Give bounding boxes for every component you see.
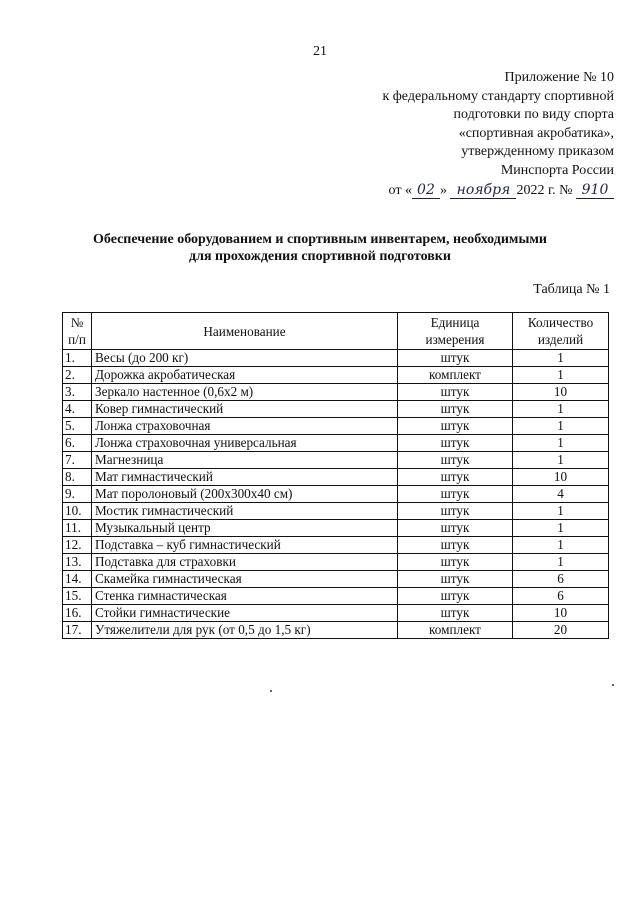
table-row [63,571,609,588]
cell-qty: 1 [513,350,609,367]
cell-name: Мат гимнастический [92,469,398,486]
cell-name: Музыкальный центр [92,520,398,537]
cell-qty: 1 [513,401,609,418]
appendix-line: утвержденному приказом [461,144,614,160]
table-row [63,520,609,537]
appendix-line: «спортивная акробатика», [458,125,614,141]
cell-num: 17. [63,622,92,639]
cell-name: Весы (до 200 кг) [92,350,398,367]
cell-num: 4. [63,401,92,418]
table-row [63,350,609,367]
table-row [63,554,609,571]
cell-qty: 10 [513,469,609,486]
cell-qty: 1 [513,435,609,452]
appendix-line: Минспорта России [500,162,614,178]
cell-num: 6. [63,435,92,452]
document-heading [0,231,640,265]
cell-qty: 6 [513,571,609,588]
table-row [63,486,609,503]
cell-qty: 10 [513,605,609,622]
table-row [63,622,609,639]
cell-name: Подставка для страховки [92,554,398,571]
cell-num: 1. [63,350,92,367]
appendix-line: Приложение № 10 [504,70,614,85]
order-line [314,182,614,201]
cell-num: 3. [63,384,92,401]
cell-name: Стенка гимнастическая [92,588,398,605]
cell-unit: штук [398,350,513,367]
cell-num: 7. [63,452,92,469]
cell-unit: штук [398,571,513,588]
cell-unit: штук [398,452,513,469]
appendix-line: подготовки по виду спорта [453,107,614,123]
header-qty: Количество изделий [513,313,609,350]
table-header-row [63,313,609,350]
page-number: 21 [313,44,327,59]
scan-speck [270,690,272,692]
order-day-handwritten: 02 [412,182,440,199]
cell-num: 14. [63,571,92,588]
cell-qty: 4 [513,486,609,503]
cell-num: 16. [63,605,92,622]
cell-qty: 1 [513,452,609,469]
cell-num: 10. [63,503,92,520]
cell-qty: 1 [513,537,609,554]
cell-name: Магнезница [92,452,398,469]
header-unit: Единица измерения [398,313,513,350]
cell-name: Зеркало настенное (0,6х2 м) [92,384,398,401]
header-name: Наименование [92,313,398,350]
cell-qty: 20 [513,622,609,639]
cell-qty: 1 [513,367,609,384]
cell-unit: штук [398,418,513,435]
cell-unit: штук [398,435,513,452]
cell-name: Ковер гимнастический [92,401,398,418]
cell-qty: 10 [513,384,609,401]
cell-name: Мостик гимнастический [92,503,398,520]
cell-unit: штук [398,605,513,622]
heading-line-1: Обеспечение оборудованием и спортивным инвентарем, необходимыми [93,232,547,247]
cell-name: Утяжелители для рук (от 0,5 до 1,5 кг) [92,622,398,639]
table-row [63,418,609,435]
cell-unit: штук [398,537,513,554]
table-row [63,503,609,520]
cell-num: 15. [63,588,92,605]
cell-name: Лонжа страховочная универсальная [92,435,398,452]
cell-qty: 6 [513,588,609,605]
cell-num: 5. [63,418,92,435]
cell-unit: штук [398,384,513,401]
table-row [63,401,609,418]
scan-speck [612,684,614,686]
cell-num: 2. [63,367,92,384]
cell-name: Мат поролоновый (200х300х40 см) [92,486,398,503]
cell-qty: 1 [513,418,609,435]
cell-unit: штук [398,520,513,537]
order-month-handwritten: ноября [450,182,516,199]
cell-num: 13. [63,554,92,571]
table-row [63,367,609,384]
table-row [63,588,609,605]
header-num: № п/п [63,313,92,350]
appendix-line: к федеральному стандарту спортивной [382,88,614,104]
cell-unit: штук [398,469,513,486]
order-mid: » [439,182,447,198]
cell-unit: штук [398,401,513,418]
cell-unit: штук [398,486,513,503]
table-row [63,435,609,452]
table-caption: Таблица № 1 [533,282,610,297]
cell-num: 12. [63,537,92,554]
cell-name: Стойки гимнастические [92,605,398,622]
order-prefix: от « [388,182,412,198]
table-row [63,537,609,554]
table-row [63,452,609,469]
cell-unit: штук [398,554,513,571]
cell-num: 11. [63,520,92,537]
table-row [63,605,609,622]
cell-unit: штук [398,588,513,605]
cell-unit: штук [398,503,513,520]
cell-unit: комплект [398,367,513,384]
order-year: 2022 г. № [516,182,573,198]
heading-line-2: для прохождения спортивной подготовки [189,249,451,264]
order-number-handwritten: 910 [576,182,614,199]
cell-qty: 1 [513,503,609,520]
cell-num: 9. [63,486,92,503]
appendix-block [314,69,614,200]
cell-unit: комплект [398,622,513,639]
cell-qty: 1 [513,520,609,537]
table-row [63,384,609,401]
cell-name: Лонжа страховочная [92,418,398,435]
table-row [63,469,609,486]
cell-name: Дорожка акробатическая [92,367,398,384]
cell-qty: 1 [513,554,609,571]
cell-num: 8. [63,469,92,486]
cell-name: Подставка – куб гимнастический [92,537,398,554]
cell-name: Скамейка гимнастическая [92,571,398,588]
equipment-table [62,312,609,639]
